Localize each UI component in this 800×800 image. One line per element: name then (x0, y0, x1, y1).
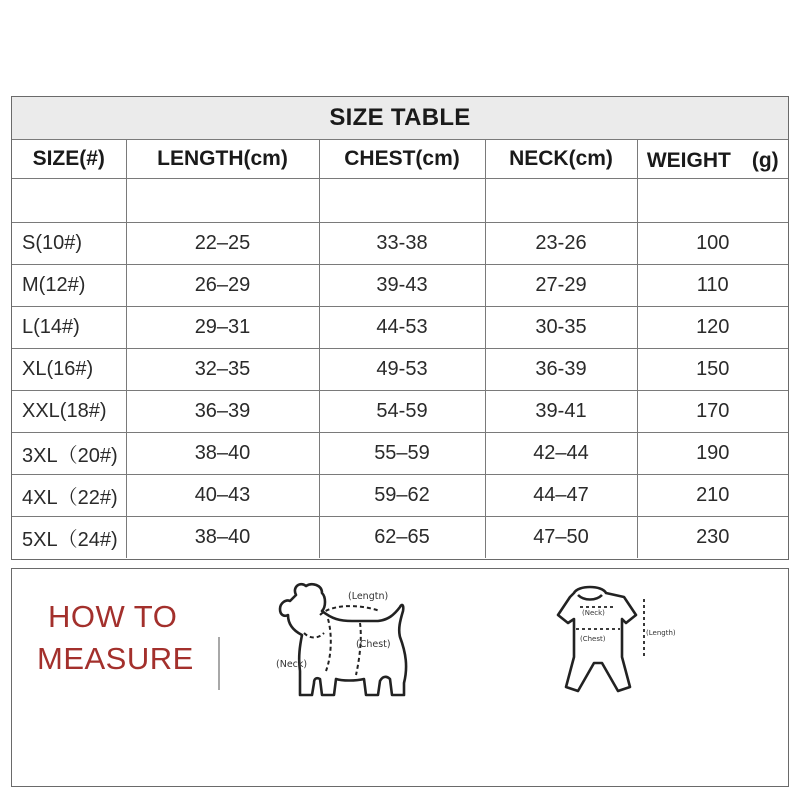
cell-chest: 55–59 (319, 433, 485, 475)
table-row (12, 349, 788, 391)
col-header-length: LENGTH(cm) (126, 140, 319, 179)
cell-chest: 33-38 (319, 223, 485, 265)
cell-neck: 36-39 (485, 349, 637, 391)
size-table-container (11, 96, 789, 560)
cell-neck: 30-35 (485, 307, 637, 349)
cell-length: 38–40 (126, 517, 319, 559)
cell-neck: 42–44 (485, 433, 637, 475)
cell-length: 36–39 (126, 391, 319, 433)
suit-measure-lines (576, 599, 644, 659)
table-row (12, 517, 788, 559)
empty-cell (319, 179, 485, 223)
suit-measure-illustration (532, 579, 702, 709)
cell-length: 40–43 (126, 475, 319, 517)
cell-neck: 39-41 (485, 391, 637, 433)
table-row (12, 391, 788, 433)
empty-row (12, 179, 788, 223)
cell-chest: 44-53 (319, 307, 485, 349)
cell-size: 4XL（22#) (12, 475, 126, 517)
cell-chest: 59–62 (319, 475, 485, 517)
cell-length: 38–40 (126, 433, 319, 475)
empty-cell (126, 179, 319, 223)
table-row (12, 433, 788, 475)
cell-neck: 27-29 (485, 265, 637, 307)
cell-chest: 49-53 (319, 349, 485, 391)
cell-length: 22–25 (126, 223, 319, 265)
cell-weight: 120 (637, 307, 788, 349)
table-row (12, 475, 788, 517)
cell-size: XXL(18#) (12, 391, 126, 433)
table-row (12, 265, 788, 307)
empty-cell (637, 179, 788, 223)
how-to-measure-panel (11, 568, 789, 787)
cell-weight: 190 (637, 433, 788, 475)
cell-chest: 39-43 (319, 265, 485, 307)
cell-size: 3XL（20#) (12, 433, 126, 475)
dog-length-label: (Lengtn) (348, 591, 389, 602)
empty-cell (485, 179, 637, 223)
col-header-neck: NECK(cm) (485, 140, 637, 179)
cell-size: L(14#) (12, 307, 126, 349)
cell-length: 26–29 (126, 265, 319, 307)
cell-weight: 210 (637, 475, 788, 517)
divider-line (218, 637, 220, 690)
cell-neck: 47–50 (485, 517, 637, 559)
table-row (12, 223, 788, 265)
cell-weight: 150 (637, 349, 788, 391)
col-header-chest: CHEST(cm) (319, 140, 485, 179)
cell-weight: 100 (637, 223, 788, 265)
cell-size: XL(16#) (12, 349, 126, 391)
suit-neck-label: (Neck) (582, 609, 605, 617)
col-header-weight: WEIGHT (g) (637, 140, 788, 179)
dog-measure-illustration (260, 575, 440, 705)
cell-length: 32–35 (126, 349, 319, 391)
cell-size: M(12#) (12, 265, 126, 307)
col-header-size: SIZE(#) (12, 140, 126, 179)
dog-neck-label: (Neck) (276, 659, 308, 670)
size-table-title: SIZE TABLE (12, 97, 788, 140)
dog-chest-label: (Chest) (356, 639, 391, 650)
cell-length: 29–31 (126, 307, 319, 349)
header-row (12, 140, 788, 179)
table-row (12, 307, 788, 349)
how-to-measure-line1: HOW TO (48, 599, 178, 634)
suit-chest-label: (Chest) (580, 635, 606, 643)
cell-neck: 44–47 (485, 475, 637, 517)
cell-size: 5XL（24#) (12, 517, 126, 559)
cell-neck: 23-26 (485, 223, 637, 265)
cell-size: S(10#) (12, 223, 126, 265)
how-to-measure-line2: MEASURE (37, 641, 194, 676)
cell-chest: 62–65 (319, 517, 485, 559)
cell-chest: 54-59 (319, 391, 485, 433)
empty-cell (12, 179, 126, 223)
cell-weight: 230 (696, 526, 730, 548)
size-table (12, 140, 788, 558)
suit-length-label: (Length) (646, 629, 676, 637)
cell-weight: 110 (637, 265, 788, 307)
cell-weight: 170 (637, 391, 788, 433)
